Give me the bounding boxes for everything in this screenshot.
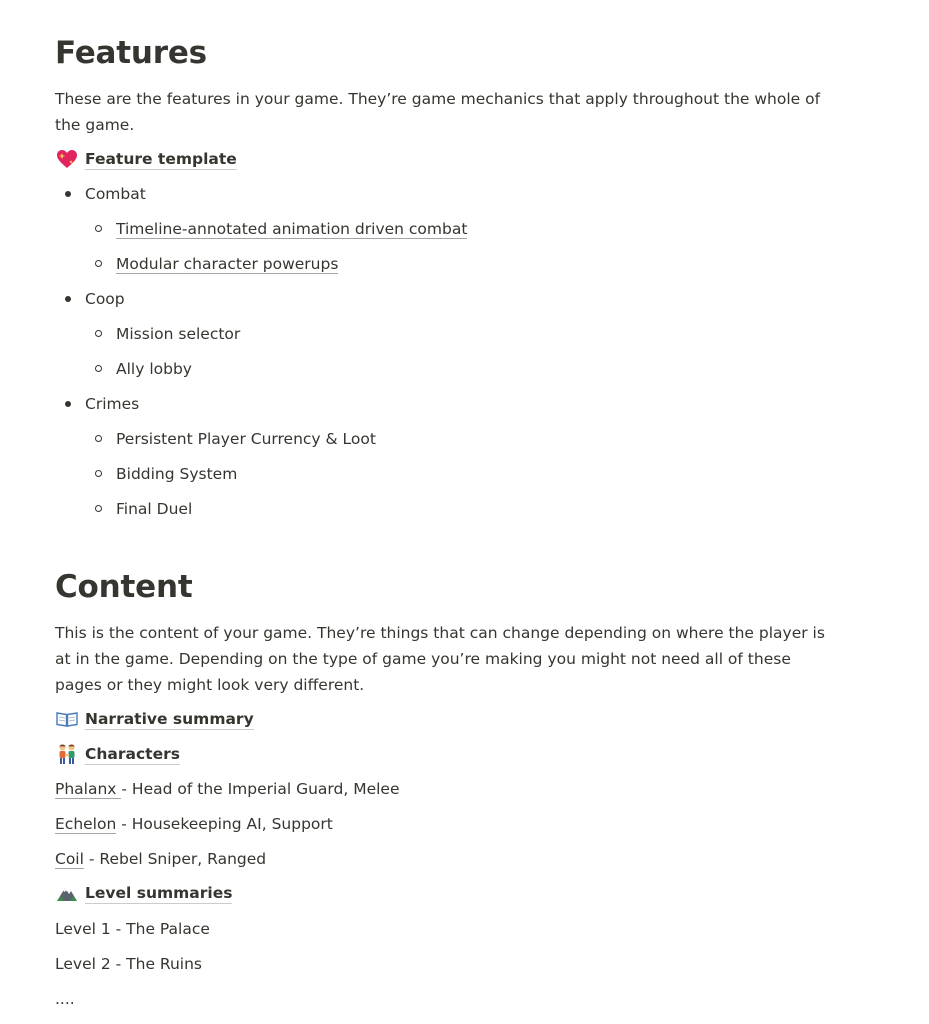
characters-label: Characters [85,744,180,763]
features-description: These are the features in your game. They’re game mechanics that apply throughout the whole of the game. [55,90,821,134]
character-link-coil[interactable]: Coil [55,850,84,868]
features-heading: Features [55,35,207,71]
character-link-echelon[interactable]: Echelon [55,815,117,833]
narrative-summary-link[interactable] [55,706,254,732]
feature-link-timeline-combat[interactable]: Timeline-annotated animation driven combat [116,220,468,238]
bullet-dot [65,401,71,407]
group-label-combat: Combat [85,185,146,203]
level-summaries-label: Level summaries [85,883,233,902]
bullet-circle [95,435,102,442]
bullet-dot [65,191,71,197]
level-item-2: Level 2 - The Ruins [55,955,203,973]
open-book-icon [55,708,79,730]
feature-template-link[interactable] [55,146,237,172]
feature-item-final-duel: Final Duel [116,500,193,518]
bullet-circle [95,365,102,372]
group-label-coop: Coop [85,290,125,308]
feature-item-combat-1[interactable] [116,216,467,242]
character-row-phalanx [55,776,399,802]
bullet-circle [95,505,102,512]
feature-item-combat-2[interactable] [116,251,338,277]
feature-item-currency-loot: Persistent Player Currency & Loot [116,430,376,448]
bullet-dot [65,296,71,302]
feature-item-mission-selector: Mission selector [116,325,241,343]
character-desc-echelon: - Housekeeping AI, Support [116,815,333,833]
character-link-phalanx[interactable]: Phalanx [55,780,122,798]
content-description: This is the content of your game. They’re things that can change depending on where the player is at in the game. Depending on the type of game you’re making you might not need all of these pages or they might look very different. [55,624,825,694]
feature-template-label: Feature template [85,149,237,168]
feature-item-bidding-system: Bidding System [116,465,238,483]
level-item-more: .... [55,990,75,1008]
bullet-circle [95,470,102,477]
narrative-summary-label: Narrative summary [85,709,254,728]
character-desc-phalanx: - Head of the Imperial Guard, Melee [121,780,400,798]
mountain-icon [55,882,79,904]
feature-item-ally-lobby: Ally lobby [116,360,192,378]
level-summaries-link[interactable] [55,880,232,906]
people-holding-hands-icon [55,743,79,765]
group-label-crimes: Crimes [85,395,140,413]
sparkling-heart-icon [55,148,79,170]
bullet-circle [95,260,102,267]
level-item-1: Level 1 - The Palace [55,920,210,938]
character-row-coil [55,846,266,872]
content-heading: Content [55,569,193,605]
characters-link[interactable] [55,741,180,767]
character-row-echelon [55,811,333,837]
bullet-circle [95,330,102,337]
feature-link-modular-powerups[interactable]: Modular character powerups [116,255,339,273]
character-desc-coil: - Rebel Sniper, Ranged [83,850,267,868]
bullet-circle [95,225,102,232]
